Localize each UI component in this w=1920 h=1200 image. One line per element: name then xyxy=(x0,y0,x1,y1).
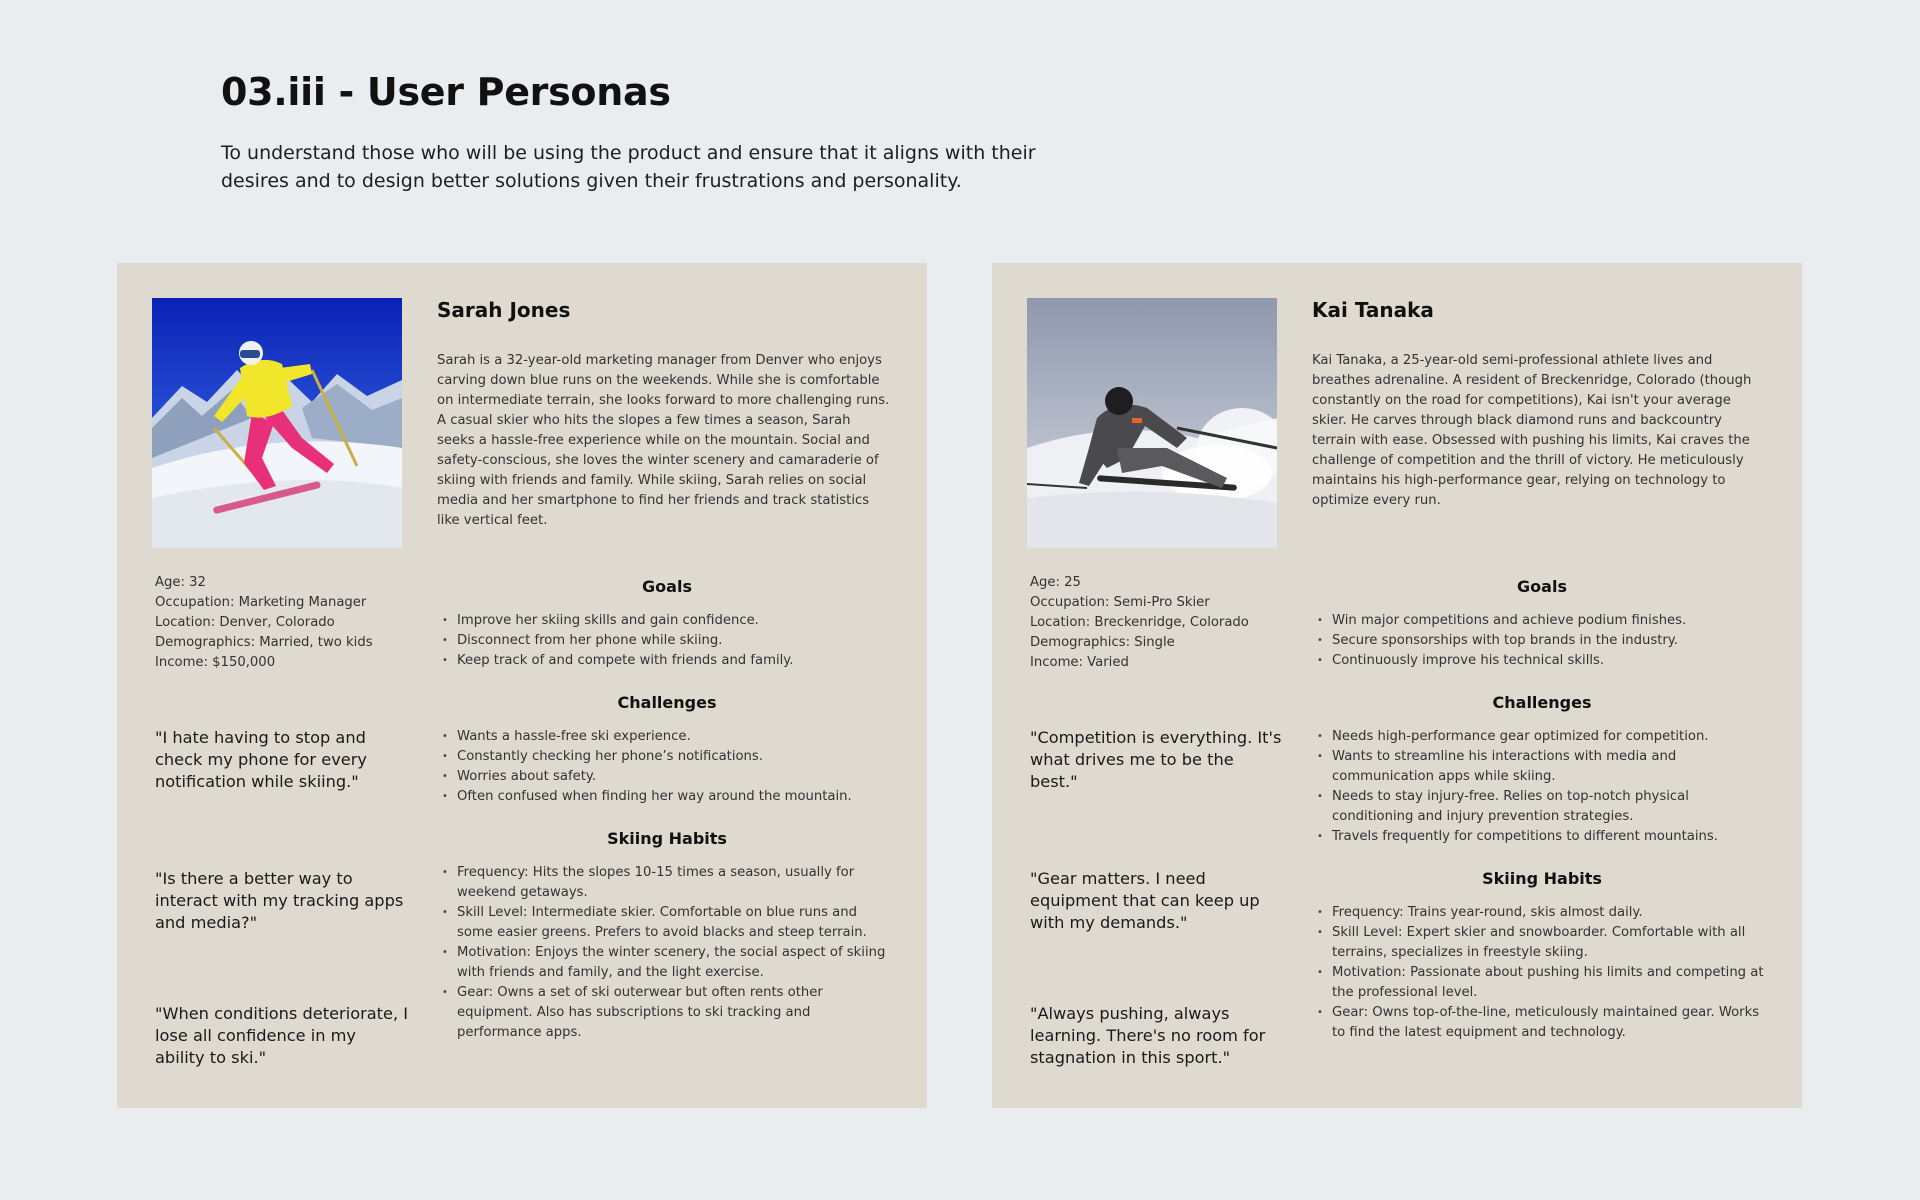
section-title: Goals xyxy=(1517,577,1567,596)
challenges-section xyxy=(437,691,897,807)
list-item: • Gear: Owns a set of ski outerwear but often rents other equipment. Also has subscriptions to ski tracking and performance apps. xyxy=(457,983,897,1043)
page-subtitle: To understand those who will be using the product and ensure that it aligns with their desires and to design better solutions given their frustrations and personality. xyxy=(221,142,1036,192)
list-item: • Secure sponsorships with top brands in the industry. xyxy=(1332,631,1772,651)
persona-facts xyxy=(1030,573,1300,673)
section-title: Challenges xyxy=(1492,693,1592,712)
persona-quote: "Is there a better way to interact with my tracking apps and media?" xyxy=(155,869,404,932)
list-item: • Travels frequently for competitions to different mountains. xyxy=(1332,827,1772,847)
persona-quote: "Competition is everything. It's what drives me to be the best." xyxy=(1030,728,1282,791)
list-item: • Motivation: Enjoys the winter scenery, the social aspect of skiing with friends and family, and the light exercise. xyxy=(457,943,897,983)
persona-demographics: Demographics: Single xyxy=(1030,635,1175,650)
persona-occupation: Occupation: Marketing Manager xyxy=(155,595,367,610)
section-title: Skiing Habits xyxy=(607,829,727,848)
persona-location: Location: Denver, Colorado xyxy=(155,615,335,630)
list-item: • Needs to stay injury-free. Relies on top-notch physical conditioning and injury prevention strategies. xyxy=(1332,787,1772,827)
goals-list xyxy=(1312,611,1772,671)
persona-quote: "When conditions deteriorate, I lose all confidence in my ability to ski." xyxy=(155,1004,409,1067)
list-item: • Wants a hassle-free ski experience. xyxy=(457,727,897,747)
challenges-section xyxy=(1312,691,1772,847)
skiing-habits-list xyxy=(437,863,897,1043)
persona-quote: "Always pushing, always learning. There's no room for stagnation in this sport." xyxy=(1030,1004,1266,1067)
section-title: Skiing Habits xyxy=(1482,869,1602,888)
list-item: • Often confused when finding her way around the mountain. xyxy=(457,787,897,807)
list-item: • Win major competitions and achieve podium finishes. xyxy=(1332,611,1772,631)
persona-name: Sarah Jones xyxy=(437,298,571,322)
list-item: • Needs high-performance gear optimized for competition. xyxy=(1332,727,1772,747)
skiing-habits-list xyxy=(1312,903,1772,1043)
list-item: • Gear: Owns top-of-the-line, meticulously maintained gear. Works to find the latest equipment and technology. xyxy=(1332,1003,1772,1043)
persona-income: Income: $150,000 xyxy=(155,655,276,670)
persona-age: Age: 32 xyxy=(155,575,206,590)
persona-bio: Sarah is a 32-year-old marketing manager from Denver who enjoys carving down blue runs on the weekends. While she is comfortable on intermediate terrain, she looks forward to more challenging runs. A casual skier who hits the slopes a few times a season, Sarah seeks a hassle-free experience while on the mountain. Social and safety-conscious, she loves the winter scenery and camaraderie of skiing with friends and family. While skiing, Sarah relies on social media and her smartphone to find her friends and track statistics like vertical feet. xyxy=(437,353,890,528)
persona-location: Location: Breckenridge, Colorado xyxy=(1030,615,1249,630)
goals-section xyxy=(1312,575,1772,671)
list-item: • Keep track of and compete with friends and family. xyxy=(457,651,897,671)
persona-quote: "I hate having to stop and check my phone for every notification while skiing." xyxy=(155,728,367,791)
challenges-list xyxy=(437,727,897,807)
persona-demographics: Demographics: Married, two kids xyxy=(155,635,373,650)
list-item: • Motivation: Passionate about pushing his limits and competing at the professional level. xyxy=(1332,963,1772,1003)
list-item: • Frequency: Hits the slopes 10-15 times a season, usually for weekend getaways. xyxy=(457,863,897,903)
persona-occupation: Occupation: Semi-Pro Skier xyxy=(1030,595,1210,610)
skiing-habits-section xyxy=(1312,867,1772,1043)
section-title: Goals xyxy=(642,577,692,596)
persona-facts xyxy=(155,573,425,673)
persona-income: Income: Varied xyxy=(1030,655,1129,670)
skiing-habits-section xyxy=(437,827,897,1043)
persona-age: Age: 25 xyxy=(1030,575,1081,590)
persona-name: Kai Tanaka xyxy=(1312,298,1434,322)
persona-card-kai-tanaka xyxy=(992,263,1802,1108)
list-item: • Skill Level: Intermediate skier. Comfortable on blue runs and some easier greens. Prefers to avoid blacks and steep terrain. xyxy=(457,903,897,943)
list-item: • Worries about safety. xyxy=(457,767,897,787)
list-item: • Continuously improve his technical skills. xyxy=(1332,651,1772,671)
persona-sections xyxy=(437,575,897,1063)
persona-card-sarah-jones xyxy=(117,263,927,1108)
list-item: • Skill Level: Expert skier and snowboarder. Comfortable with all terrains, specializes in freestyle skiing. xyxy=(1332,923,1772,963)
list-item: • Frequency: Trains year-round, skis almost daily. xyxy=(1332,903,1772,923)
list-item: • Wants to streamline his interactions with media and communication apps while skiing. xyxy=(1332,747,1772,787)
skier-woman-photo xyxy=(152,298,402,548)
list-item: • Disconnect from her phone while skiing. xyxy=(457,631,897,651)
skier-man-photo xyxy=(1027,298,1277,548)
persona-sections xyxy=(1312,575,1772,1063)
goals-section xyxy=(437,575,897,671)
list-item: • Improve her skiing skills and gain confidence. xyxy=(457,611,897,631)
goals-list xyxy=(437,611,897,671)
persona-quote: "Gear matters. I need equipment that can keep up with my demands." xyxy=(1030,869,1260,932)
page-title: 03.iii - User Personas xyxy=(221,70,671,114)
section-title: Challenges xyxy=(617,693,717,712)
list-item: • Constantly checking her phone’s notifications. xyxy=(457,747,897,767)
challenges-list xyxy=(1312,727,1772,847)
persona-bio: Kai Tanaka, a 25-year-old semi-professional athlete lives and breathes adrenaline. A resident of Breckenridge, Colorado (though constantly on the road for competitions), Kai isn't your average skier. He carves through black diamond runs and backcountry terrain with ease. Obsessed with pushing his limits, Kai craves the challenge of competition and the thrill of victory. He meticulously maintains his high-performance gear, relying on technology to optimize every run. xyxy=(1312,353,1752,508)
